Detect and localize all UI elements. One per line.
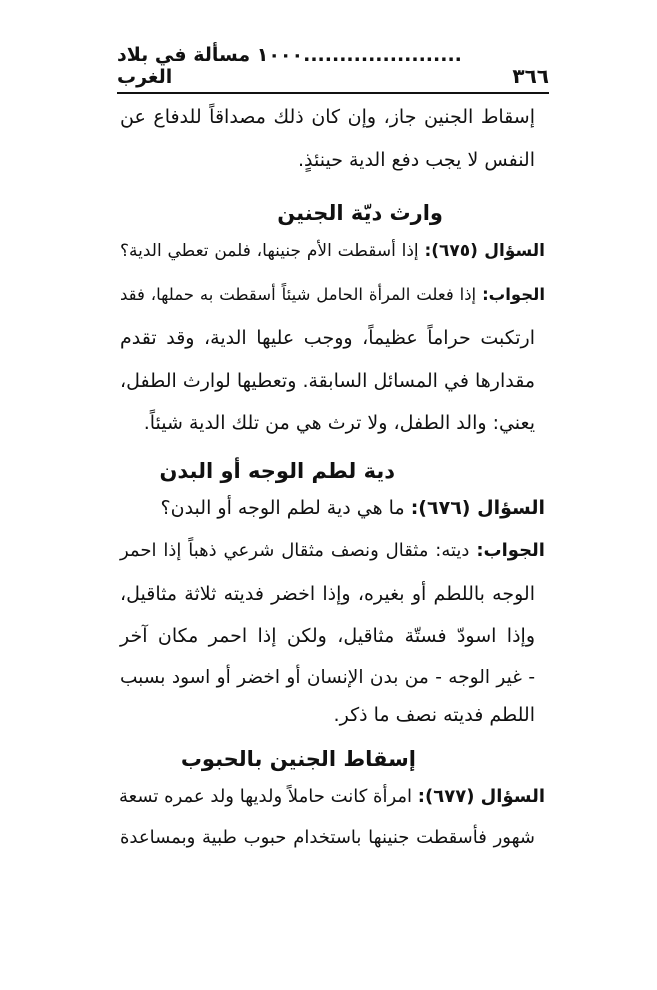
answer-675-label: الجواب: bbox=[482, 285, 545, 304]
question-677-line-2: شهور فأسقطت جنينها باستخدام حبوب طبية وبمساعدة bbox=[120, 827, 535, 848]
answer-676-label: الجواب: bbox=[476, 540, 545, 561]
answer-676-line-1 bbox=[120, 536, 545, 566]
answer-675-line-2: ارتكبت حراماً عظيماً، ووجب عليها الدية، وقد تقدم bbox=[120, 327, 535, 349]
answer-676-line-2: الوجه باللطم أو بغيره، وإذا اخضر فديته ثلاثة مثاقيل، bbox=[120, 583, 535, 605]
page-number: ٣٦٦ bbox=[512, 64, 549, 88]
leader-dots: ...................... bbox=[303, 44, 462, 66]
question-677-line-1 bbox=[120, 782, 545, 812]
answer-675-line-1 bbox=[120, 280, 545, 310]
question-676-text: ما هي دية لطم الوجه أو البدن؟ bbox=[160, 497, 405, 519]
question-676-label: السؤال (٦٧٦): bbox=[410, 497, 545, 519]
book-title-text: ١٠٠٠ مسألة في بلاد الغرب bbox=[117, 44, 304, 88]
question-677-text-1: امرأة كانت حاملاً ولديها ولد عمره تسعة bbox=[119, 786, 413, 807]
section-heading-1: وارث ديّة الجنين bbox=[277, 201, 443, 225]
answer-675-line-4: يعني: والد الطفل، ولا ترث هي من تلك الدية شيئاً. bbox=[143, 412, 535, 434]
answer-675-text-1: إذا فعلت المرأة الحامل شيئاً أسقطت به حملها، فقد bbox=[120, 285, 477, 304]
answer-675-line-3: مقدارها في المسائل السابقة. وتعطيها لوارث الطفل، bbox=[120, 370, 535, 392]
section-heading-2: دية لطم الوجه أو البدن bbox=[159, 459, 395, 483]
answer-676-line-5: اللطم فديته نصف ما ذكر. bbox=[333, 704, 535, 726]
question-677-label: السؤال (٦٧٧): bbox=[417, 786, 545, 807]
paragraph-1-line-1: إسقاط الجنين جاز، وإن كان ذلك مصداقاً للدفاع عن bbox=[120, 106, 535, 128]
book-title bbox=[117, 44, 508, 88]
question-675-text: إذا أسقطت الأم جنينها، فلمن تعطي الدية؟ bbox=[120, 241, 419, 261]
running-header bbox=[117, 44, 549, 94]
section-heading-3: إسقاط الجنين بالحبوب bbox=[180, 747, 416, 771]
question-675-label: السؤال (٦٧٥): bbox=[424, 241, 546, 261]
question-675-line bbox=[120, 236, 545, 266]
answer-676-line-4: - غير الوجه - من بدن الإنسان أو اخضر أو اسود بسبب bbox=[120, 667, 535, 688]
paragraph-1-line-2: النفس لا يجب دفع الدية حينئذٍ. bbox=[297, 149, 535, 171]
answer-676-line-3: وإذا اسودّ فستّة مثاقيل، ولكن إذا احمر مكان آخر bbox=[120, 625, 535, 647]
answer-676-text-1: ديته: مثقال ونصف مثقال شرعي ذهباً إذا احمر bbox=[120, 540, 470, 561]
question-676-line bbox=[161, 493, 545, 523]
